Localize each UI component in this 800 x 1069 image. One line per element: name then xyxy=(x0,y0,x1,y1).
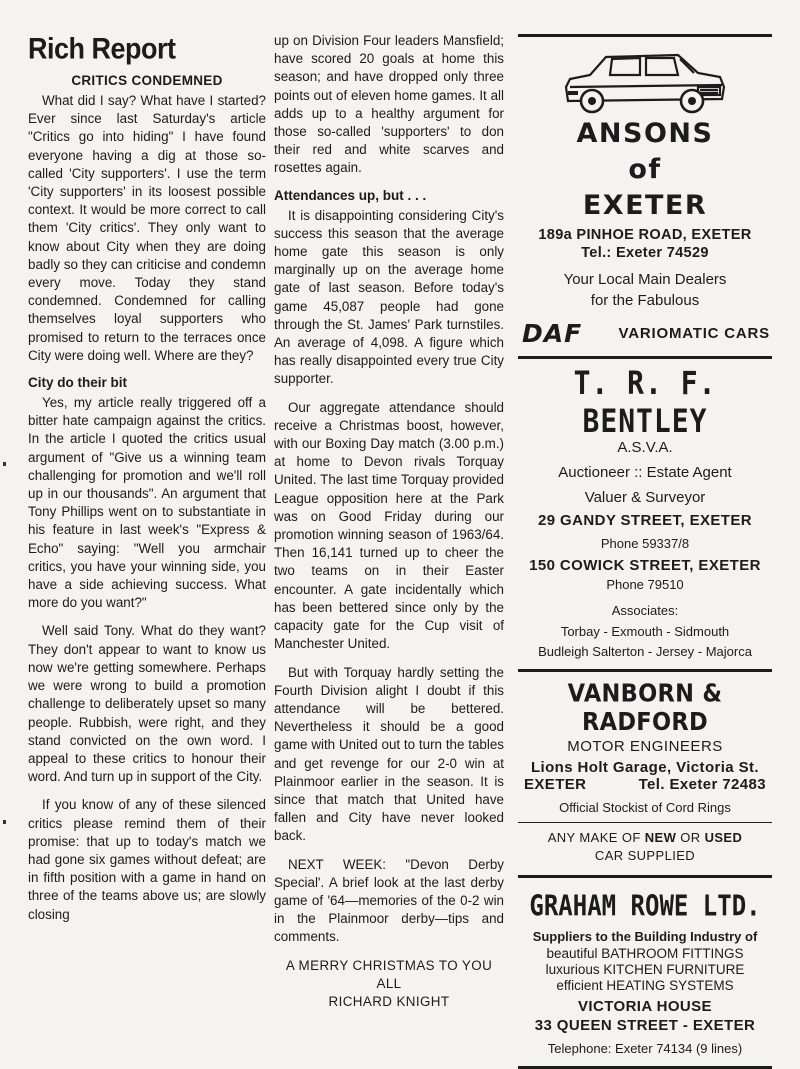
graham-rowe-suppliers: Suppliers to the Building Industry of xyxy=(532,929,758,944)
ansons-tagline-2: for the Fabulous xyxy=(590,292,700,309)
vanborn-any-make: ANY MAKE OF NEW OR USED xyxy=(547,830,743,845)
bentley-name: T. R. F. BENTLEY xyxy=(573,364,717,440)
ansons-telephone: Tel.: Exeter 74529 xyxy=(581,245,709,261)
bentley-associates-2: Budleigh Salterton - Jersey - Majorca xyxy=(538,644,752,659)
vanborn-trade: MOTOR ENGINEERS xyxy=(567,738,723,755)
paragraph-5: up on Division Four leaders Mansfield; have scored 20 goals at home this season; and have dropped only three points out of eleven home games. It all adds up to a healthy argument for those so-called 'supporters' to don their red and white scarves and rosettes again. xyxy=(274,33,504,176)
article-column-middle xyxy=(274,32,504,1011)
bentley-phone-1: Phone 59337/8 xyxy=(600,536,690,551)
article-heading: CRITICS CONDEMNED xyxy=(71,73,223,88)
bentley-advert xyxy=(518,364,772,661)
vanborn-city: EXETER xyxy=(524,776,587,793)
graham-rowe-advert xyxy=(518,889,772,1058)
graham-rowe-line-2: luxurious KITCHEN FURNITURE xyxy=(545,962,745,977)
paragraph-7: Our aggregate attendance should receive a Christmas boost, however, with our Boxing Day match (3.00 p.m.) at home to Devon rivals Torquay United. The last time Torquay provided League opposition here at the Park was on Good Friday during our promotion winning season of 1963/64. Then 16,141 turned up to cheer the two teams on in their Easter encounter. A gate incidentally which has been bettered since only by the capacity gate for the Cup visit of Manchester United. xyxy=(274,399,504,652)
article-column-left xyxy=(28,32,266,934)
bentley-associates-label: Associates: xyxy=(611,603,679,618)
bentley-associates-1: Torbay - Exmouth - Sidmouth xyxy=(560,624,730,639)
paragraph-1: What did I say? What have I started? Ever since last Saturday's article "Critics go into hiding" I have found everyone having a dig at those so-called 'City supporters'. I use the term 'City supporters' in its loosest possible context. It would be more correct to call them 'City critics'. They only want to know about City when they are doing badly so they can criticise and condemn every move. Today they stand condemned. Condemned for calling themselves loyal supporters who promised to return to the terraces once City were doing well. Where are they? xyxy=(28,93,266,363)
graham-rowe-street: 33 QUEEN STREET - EXETER xyxy=(534,1017,756,1034)
graham-rowe-phone: Telephone: Exeter 74134 (9 lines) xyxy=(547,1041,743,1056)
ansons-advert xyxy=(518,43,772,348)
subheading-attendances: Attendances up, but . . . xyxy=(274,187,427,203)
vanborn-advert xyxy=(518,679,772,865)
paragraph-8: But with Torquay hardly setting the Fourth Division alight I doubt if this attendance will be bettered. Nevertheless it should be a good game with United out to turn the tables and get revenge for our 2-0 win at Plainmoor earlier in the season. It is since that match that United have fallen and City have never looked back. xyxy=(274,664,504,844)
closing-greeting-2: ALL xyxy=(376,975,402,991)
divider xyxy=(518,356,772,359)
vanborn-telephone: Tel. Exeter 72483 xyxy=(638,776,766,793)
paragraph-3: Well said Tony. What do they want? They don't appear to want to know us now we're getting somewhere. Perhaps we were wrong to build a promotion challenge to deliberately upset so many people. Rubbish, were right, and they stand convicted on the own word. I appeal to these critics to honour their word. And turn up in support of the City. xyxy=(28,623,266,785)
car-icon xyxy=(560,43,730,115)
paragraph-2: Yes, my article really triggered off a bitter hate campaign against the critics. In the article I quoted the critics usual argument of "Give us a winning team challenging for promotion and we'll roll up in our thousands". An argument that Tony Phillips went on to substantiate in his feature in last week's "Express & Echo" saying: "Well you armchair critics, you have your winning side, you have a side achieving success. What more do you want?" xyxy=(28,395,266,611)
vanborn-stockist: Official Stockist of Cord Rings xyxy=(559,800,731,815)
bentley-phone-2: Phone 79510 xyxy=(606,577,684,592)
graham-rowe-house: VICTORIA HOUSE xyxy=(578,998,712,1015)
bentley-role-2: Valuer & Surveyor xyxy=(584,489,706,506)
bentley-address-2: 150 COWICK STREET, EXETER xyxy=(529,557,761,574)
advert-column xyxy=(518,34,772,1069)
bentley-qualifications: A.S.V.A. xyxy=(617,439,673,456)
author-name: RICHARD KNIGHT xyxy=(328,993,450,1009)
column-masthead: Rich Report xyxy=(28,32,176,65)
paragraph-6: It is disappointing considering City's success this season that the average home gate this season is only marginally up on the average home gate of last season. Before today's game 45,087 people had gone through the St. James' Park turnstiles. An average of 4,098. A figure which has really disappointed every true City supporter. xyxy=(274,207,504,387)
divider xyxy=(518,669,772,672)
vanborn-garage: Lions Holt Garage, Victoria St. xyxy=(530,759,759,776)
ansons-tagline-1: Your Local Main Dealers xyxy=(563,271,727,288)
closing-greeting: A MERRY CHRISTMAS TO YOU xyxy=(285,957,493,973)
divider xyxy=(518,34,772,37)
ansons-city: EXETER xyxy=(582,190,708,221)
paragraph-4: If you know of any of these silenced critics please remind them of their promise: that up to today's match we had gone six games without defeat; are in fifth position with a game in hand on three of the teams above us; are slowly closing xyxy=(28,797,266,922)
ansons-of: of xyxy=(628,154,662,185)
variomatic-cars: VARIOMATIC CARS xyxy=(618,325,770,342)
bentley-role-1: Auctioneer :: Estate Agent xyxy=(558,464,732,481)
ansons-address: 189a PINHOE ROAD, EXETER xyxy=(538,227,752,243)
subheading-city-do-their-bit: City do their bit xyxy=(28,375,127,391)
ansons-name: ANSONS xyxy=(576,118,714,149)
daf-logo: DAF xyxy=(522,319,583,348)
graham-rowe-line-3: efficient HEATING SYSTEMS xyxy=(556,978,734,993)
bentley-address-1: 29 GANDY STREET, EXETER xyxy=(538,512,752,529)
graham-rowe-line-1: beautiful BATHROOM FITTINGS xyxy=(546,946,744,961)
graham-rowe-name: GRAHAM ROWE LTD. xyxy=(529,889,761,923)
divider xyxy=(518,875,772,878)
vanborn-car-supplied: CAR SUPPLIED xyxy=(594,848,696,863)
paragraph-next-week: NEXT WEEK: "Devon Derby Special'. A brief look at the last derby game of '64—memories of the 0-2 win in the Plainmoor derby—tips and comments. xyxy=(274,856,504,945)
divider xyxy=(518,822,772,823)
vanborn-name: VANBORN & RADFORD xyxy=(567,679,723,737)
